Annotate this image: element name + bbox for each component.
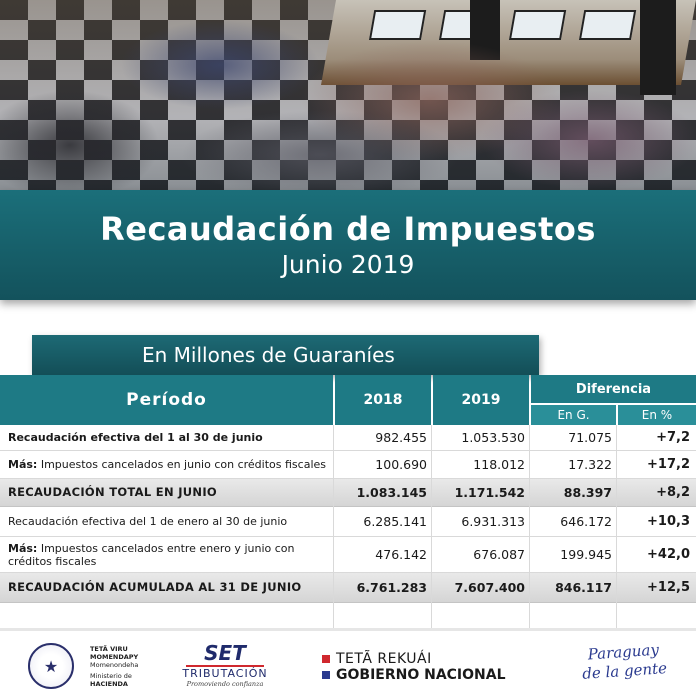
cell-2018: 476.142 xyxy=(375,547,427,562)
cell-2018: 1.083.145 xyxy=(356,485,427,500)
cell-2019: 1.053.530 xyxy=(461,430,525,445)
header-difference: Diferencia xyxy=(531,375,696,403)
cell-2018: 982.455 xyxy=(375,430,427,445)
table-row-total xyxy=(0,479,696,507)
header-period: Período xyxy=(0,375,333,425)
header-2018: 2018 xyxy=(335,375,431,425)
header-diff-pct: En % xyxy=(618,405,696,425)
table-row xyxy=(0,507,696,537)
cell-2019: 6.931.313 xyxy=(461,514,525,529)
column-divider xyxy=(333,425,334,653)
cell-diff: 846.117 xyxy=(555,580,612,595)
table-row xyxy=(0,425,696,451)
cell-2019: 1.171.542 xyxy=(454,485,525,500)
set-logo: SET TRIBUTACIÓN Promoviendo confianza xyxy=(182,641,268,688)
column-divider xyxy=(616,425,617,653)
cell-2018: 100.690 xyxy=(375,457,427,472)
cell-diff: 17.322 xyxy=(568,457,612,472)
row-label: RECAUDACIÓN ACUMULADA AL 31 DE JUNIO xyxy=(8,580,302,594)
header-2019: 2019 xyxy=(433,375,529,425)
cell-pct: +8,2 xyxy=(656,485,690,500)
table-row xyxy=(0,451,696,479)
units-label: En Millones de Guaraníes xyxy=(32,335,539,375)
cell-pct: +12,5 xyxy=(647,580,690,595)
row-label: Más: Impuestos cancelados entre enero y junio con créditos fiscales xyxy=(8,541,295,568)
column-divider xyxy=(431,425,432,653)
cell-pct: +17,2 xyxy=(647,457,690,472)
column-divider xyxy=(529,425,530,653)
title-band xyxy=(0,190,696,300)
ministry-logo: TETÃ VIRU MOMENDAPY Momenondeha Ministerio de HACIENDA xyxy=(90,645,139,688)
cell-diff: 646.172 xyxy=(560,514,612,529)
cell-2018: 6.761.283 xyxy=(356,580,427,595)
row-label: Más: Impuestos cancelados en junio con créditos fiscales xyxy=(8,458,326,471)
cell-diff: 199.945 xyxy=(560,547,612,562)
cell-2019: 7.607.400 xyxy=(454,580,525,595)
cell-2019: 118.012 xyxy=(473,457,525,472)
cell-diff: 71.075 xyxy=(568,430,612,445)
cell-2018: 6.285.141 xyxy=(363,514,427,529)
page-subtitle: Junio 2019 xyxy=(281,250,415,279)
row-label: Recaudación efectiva del 1 de enero al 30 de junio xyxy=(8,515,288,528)
table-row-total xyxy=(0,573,696,603)
table-row xyxy=(0,537,696,573)
cell-pct: +7,2 xyxy=(656,430,690,445)
row-label: Recaudación efectiva del 1 al 30 de junio xyxy=(8,431,263,444)
footer-logos xyxy=(0,628,696,695)
header-photo xyxy=(0,0,696,195)
row-label: RECAUDACIÓN TOTAL EN JUNIO xyxy=(8,485,217,499)
cell-pct: +10,3 xyxy=(647,514,690,529)
cell-2019: 676.087 xyxy=(473,547,525,562)
header-diff-abs: En G. xyxy=(531,405,616,425)
page-title: Recaudación de Impuestos xyxy=(100,210,596,248)
slogan-logo: Paraguay de la gente xyxy=(581,640,668,683)
cell-pct: +42,0 xyxy=(647,547,690,562)
national-seal-icon: ★ xyxy=(28,643,74,689)
government-logo: TETÃ REKUÁI GOBIERNO NACIONAL xyxy=(322,651,506,683)
cell-diff: 88.397 xyxy=(563,485,612,500)
